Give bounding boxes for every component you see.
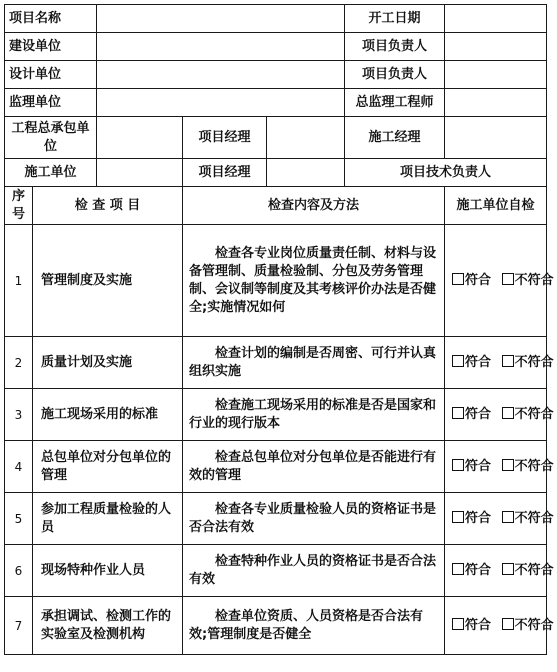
checkbox-icon[interactable] [452,355,464,367]
field-project-manager-2[interactable] [267,159,345,187]
table-row [5,597,547,655]
row-self-check [445,337,554,389]
pass-label: 符合 [465,617,492,633]
field-general-contractor[interactable] [97,117,183,159]
fail-label: 不符合 [514,272,554,288]
table-row [5,441,547,493]
fail-label: 不符合 [514,354,554,370]
col-header-self-check: 施工单位自检 [445,187,547,225]
label-construction-unit: 建设单位 [5,33,97,61]
checkbox-icon[interactable] [452,273,464,285]
label-project-name: 项目名称 [5,5,97,33]
fail-label: 不符合 [514,617,554,633]
row-self-check [445,493,554,545]
row-number: 2 [5,337,33,389]
table-row [5,225,547,337]
row-method: 检查各专业质量检验人员的资格证书是否合法有效 [183,493,445,545]
pass-label: 符合 [465,406,492,422]
field-project-leader-2[interactable] [445,61,547,89]
row-method: 检查总包单位对分包单位是否能进行有效的管理 [183,441,445,493]
label-technical-leader: 项目技术负责人 [345,159,547,187]
field-supervision-unit[interactable] [97,89,345,117]
pass-option[interactable] [452,563,491,578]
row-item: 参加工程质量检验的人员 [33,493,183,545]
field-construction-manager[interactable] [445,117,547,159]
pass-label: 符合 [465,510,492,526]
row-general-contractor [5,117,547,159]
label-general-contractor: 工程总承包单位 [5,117,97,159]
checkbox-icon[interactable] [452,511,464,523]
pass-option[interactable] [452,273,491,288]
pass-label: 符合 [465,272,492,288]
row-method: 检查计划的编制是否周密、可行并认真组织实施 [183,337,445,389]
pass-option[interactable] [452,511,491,526]
row-design-unit [5,61,547,89]
checkbox-icon[interactable] [452,407,464,419]
row-self-check [445,597,554,655]
checkbox-icon[interactable] [502,407,514,419]
row-method: 检查单位资质、人员资格是否合法有效;管理制度是否健全 [183,597,445,655]
field-design-unit[interactable] [97,61,345,89]
field-project-name[interactable] [97,5,345,33]
fail-option[interactable] [502,407,554,422]
field-chief-supervisor[interactable] [445,89,547,117]
field-start-date[interactable] [445,5,547,33]
pass-option[interactable] [452,618,491,633]
checkbox-icon[interactable] [502,459,514,471]
pass-option[interactable] [452,459,491,474]
row-item: 管理制度及实施 [33,225,183,337]
fail-option[interactable] [502,563,554,578]
row-supervision-unit [5,89,547,117]
pass-label: 符合 [465,354,492,370]
row-construction-unit [5,33,547,61]
fail-label: 不符合 [514,458,554,474]
fail-label: 不符合 [514,562,554,578]
label-project-leader-1: 项目负责人 [345,33,445,61]
table-row [5,389,547,441]
label-project-leader-2: 项目负责人 [345,61,445,89]
field-project-manager-1[interactable] [267,117,345,159]
label-project-manager-1: 项目经理 [183,117,267,159]
checkbox-icon[interactable] [502,273,514,285]
col-header-item: 检 查 项 目 [33,187,183,225]
fail-option[interactable] [502,511,554,526]
row-self-check [445,545,554,597]
row-item: 质量计划及实施 [33,337,183,389]
row-method: 检查施工现场采用的标准是否是国家和行业的现行版本 [183,389,445,441]
checkbox-icon[interactable] [452,618,464,630]
checkbox-icon[interactable] [452,563,464,575]
row-number: 1 [5,225,33,337]
label-supervision-unit: 监理单位 [5,89,97,117]
row-method: 检查特种作业人员的资格证书是否合法有效 [183,545,445,597]
pass-option[interactable] [452,355,491,370]
row-self-check [445,441,554,493]
label-start-date: 开工日期 [345,5,445,33]
label-project-manager-2: 项目经理 [183,159,267,187]
field-project-leader-1[interactable] [445,33,547,61]
col-header-seq: 序号 [5,187,33,225]
form-table [4,4,554,655]
row-construction-unit-2 [5,159,547,187]
field-construction-unit[interactable] [97,33,345,61]
row-item: 承担调试、检测工作的实验室及检测机构 [33,597,183,655]
fail-option[interactable] [502,273,554,288]
row-self-check [445,225,554,337]
fail-label: 不符合 [514,406,554,422]
pass-option[interactable] [452,407,491,422]
row-item: 施工现场采用的标准 [33,389,183,441]
label-construction-manager: 施工经理 [345,117,445,159]
pass-label: 符合 [465,458,492,474]
checkbox-icon[interactable] [452,459,464,471]
row-number: 7 [5,597,33,655]
table-row [5,493,547,545]
table-row [5,337,547,389]
col-header-method: 检查内容及方法 [183,187,445,225]
checkbox-icon[interactable] [502,511,514,523]
fail-option[interactable] [502,355,554,370]
row-number: 6 [5,545,33,597]
row-number: 3 [5,389,33,441]
row-item: 总包单位对分包单位的管理 [33,441,183,493]
row-self-check [445,389,554,441]
pass-label: 符合 [465,562,492,578]
label-construction-unit-2: 施工单位 [5,159,97,187]
row-column-headers [5,187,547,225]
fail-option[interactable] [502,618,554,633]
table-row [5,545,547,597]
label-design-unit: 设计单位 [5,61,97,89]
row-item: 现场特种作业人员 [33,545,183,597]
checkbox-icon[interactable] [502,355,514,367]
fail-option[interactable] [502,459,554,474]
row-number: 4 [5,441,33,493]
field-construction-unit-2[interactable] [97,159,183,187]
row-number: 5 [5,493,33,545]
checkbox-icon[interactable] [502,563,514,575]
row-project-name [5,5,547,33]
checkbox-icon[interactable] [502,618,514,630]
fail-label: 不符合 [514,510,554,526]
row-method: 检查各专业岗位质量责任制、材料与设备管理制、质量检验制、分包及劳务管理制、会议制等制度及其考核评价办法是否健全;实施情况如何 [183,225,445,337]
label-chief-supervisor: 总监理工程师 [345,89,445,117]
